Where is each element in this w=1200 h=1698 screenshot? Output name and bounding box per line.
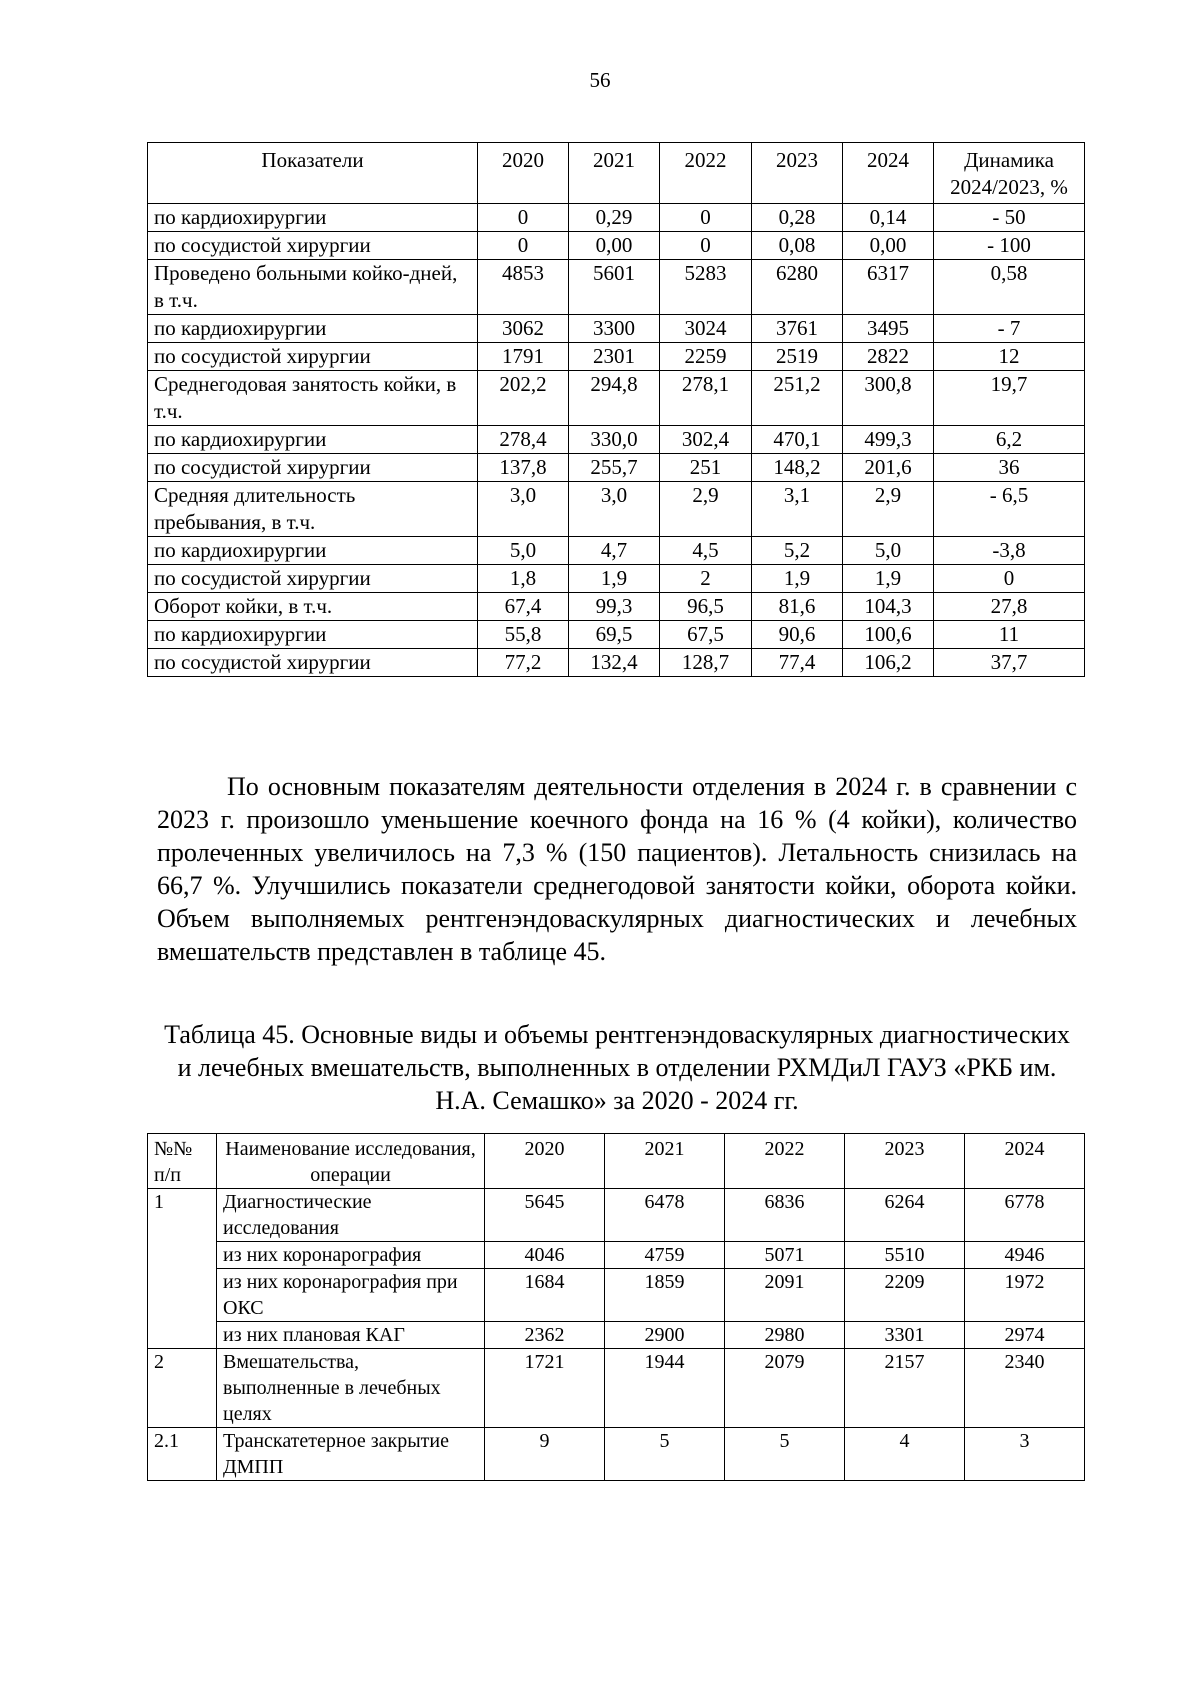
table-row	[148, 482, 1085, 537]
table-cell: 294,8	[569, 371, 660, 426]
row-label: по кардиохирургии	[148, 537, 478, 565]
table-cell: 6317	[843, 260, 934, 315]
row-label: по сосудистой хирургии	[148, 454, 478, 482]
table-cell: - 6,5	[934, 482, 1085, 537]
row-label: Вмешательства, выполненные в лечебных целях	[217, 1349, 485, 1428]
table-cell: 1,9	[569, 565, 660, 593]
table-cell: 148,2	[752, 454, 843, 482]
column-header-dynamics: Динамика 2024/2023, %	[934, 143, 1085, 204]
table-cell: 0,08	[752, 232, 843, 260]
table-cell: 104,3	[843, 593, 934, 621]
row-label: из них коронарография при ОКС	[217, 1269, 485, 1322]
table-cell: 99,3	[569, 593, 660, 621]
table-cell: 11	[934, 621, 1085, 649]
table-row	[148, 204, 1085, 232]
table-cell: 0	[478, 232, 569, 260]
column-header: 2023	[845, 1134, 965, 1189]
table-cell: 4	[845, 1428, 965, 1481]
table-cell: 302,4	[660, 426, 752, 454]
table-cell: 77,2	[478, 649, 569, 677]
table-cell: 2980	[725, 1322, 845, 1349]
table-cell: 2091	[725, 1269, 845, 1322]
table-cell: 5510	[845, 1242, 965, 1269]
table-cell: 5071	[725, 1242, 845, 1269]
table-cell: 3,0	[478, 482, 569, 537]
table-cell: 1944	[605, 1349, 725, 1428]
table-cell: 0,28	[752, 204, 843, 232]
table-row	[148, 426, 1085, 454]
table-row	[148, 537, 1085, 565]
table-cell: 3	[965, 1428, 1085, 1481]
table-row	[148, 1428, 1085, 1481]
table-cell: 251,2	[752, 371, 843, 426]
indicators-table	[147, 142, 1085, 677]
table-cell: 2974	[965, 1322, 1085, 1349]
table-cell: 278,4	[478, 426, 569, 454]
table-cell: 6836	[725, 1189, 845, 1242]
table-cell: 0,00	[843, 232, 934, 260]
table-cell: 3062	[478, 315, 569, 343]
table-cell: 55,8	[478, 621, 569, 649]
table-cell: 2900	[605, 1322, 725, 1349]
table-cell: 3761	[752, 315, 843, 343]
table-cell: 90,6	[752, 621, 843, 649]
table-cell: - 50	[934, 204, 1085, 232]
table-cell: 81,6	[752, 593, 843, 621]
row-label: по кардиохирургии	[148, 426, 478, 454]
row-label: по кардиохирургии	[148, 621, 478, 649]
column-header: 2022	[660, 143, 752, 204]
table-cell: 3495	[843, 315, 934, 343]
column-header: 2024	[965, 1134, 1085, 1189]
table-row	[148, 621, 1085, 649]
table-cell: 201,6	[843, 454, 934, 482]
table-cell: 6778	[965, 1189, 1085, 1242]
row-label: по кардиохирургии	[148, 204, 478, 232]
table-cell: 1,9	[752, 565, 843, 593]
table-cell: 6264	[845, 1189, 965, 1242]
table-cell: 27,8	[934, 593, 1085, 621]
table-cell: 1,8	[478, 565, 569, 593]
table-cell: 2,9	[660, 482, 752, 537]
table-cell: 6478	[605, 1189, 725, 1242]
row-number: 1	[148, 1189, 217, 1349]
row-label: Транскатетерное закрытие ДМПП	[217, 1428, 485, 1481]
table-cell: 4946	[965, 1242, 1085, 1269]
row-label: Средняя длительность пребывания, в т.ч.	[148, 482, 478, 537]
table-cell: 5283	[660, 260, 752, 315]
table-cell: - 100	[934, 232, 1085, 260]
table-row	[148, 565, 1085, 593]
interventions-table	[147, 1133, 1085, 1481]
table-cell: 2340	[965, 1349, 1085, 1428]
table-row	[148, 1189, 1085, 1242]
table-row	[148, 371, 1085, 426]
table-header-row	[148, 1134, 1085, 1189]
table-cell: 12	[934, 343, 1085, 371]
table-cell: 2822	[843, 343, 934, 371]
table-cell: 202,2	[478, 371, 569, 426]
table-cell: 1859	[605, 1269, 725, 1322]
table-cell: 0,14	[843, 204, 934, 232]
table-cell: 251	[660, 454, 752, 482]
table-cell: 106,2	[843, 649, 934, 677]
table-cell: 1,9	[843, 565, 934, 593]
table-row	[148, 1269, 1085, 1322]
table-caption: Таблица 45. Основные виды и объемы рентгенэндоваскулярных диагностических и лечебных вмешательств, выполненных в отделении РХМДиЛ ГАУЗ «РКБ им. Н.А. Семашко» за 2020 - 2024 гг.	[164, 1020, 1070, 1115]
row-label: по кардиохирургии	[148, 315, 478, 343]
row-label: Проведено больными койко-дней, в т.ч.	[148, 260, 478, 315]
table-cell: 0	[934, 565, 1085, 593]
table-cell: 4,7	[569, 537, 660, 565]
row-label: по сосудистой хирургии	[148, 232, 478, 260]
table-cell: 2362	[485, 1322, 605, 1349]
table-cell: 330,0	[569, 426, 660, 454]
table-cell: 3,0	[569, 482, 660, 537]
table-cell: 2157	[845, 1349, 965, 1428]
table-cell: 499,3	[843, 426, 934, 454]
row-label: по сосудистой хирургии	[148, 649, 478, 677]
summary-paragraph: По основным показателям деятельности отделения в 2024 г. в сравнении с 2023 г. произошло уменьшение коечного фонда на 16 % (4 койки), количество пролеченных увеличилось на 7,3 % (150 пациентов). Летальность снизилась на 66,7 %. Улучшились показатели среднегодовой занятости койки, оборота койки. Объем выполняемых рентгенэндоваскулярных диагностических и лечебных вмешательств представлен в таблице 45.	[157, 772, 1077, 966]
table-cell: 3301	[845, 1322, 965, 1349]
table-cell: 5,0	[843, 537, 934, 565]
row-number: 2.1	[148, 1428, 217, 1481]
table-row	[148, 1322, 1085, 1349]
row-label: из них плановая КАГ	[217, 1322, 485, 1349]
table-cell: 9	[485, 1428, 605, 1481]
table-cell: 19,7	[934, 371, 1085, 426]
row-label: по сосудистой хирургии	[148, 343, 478, 371]
table-cell: 1684	[485, 1269, 605, 1322]
table-cell: - 7	[934, 315, 1085, 343]
table-cell: 77,4	[752, 649, 843, 677]
column-header: 2022	[725, 1134, 845, 1189]
table-cell: 278,1	[660, 371, 752, 426]
column-header: 2021	[569, 143, 660, 204]
table-cell: 69,5	[569, 621, 660, 649]
table-cell: 0,00	[569, 232, 660, 260]
column-header: Наименование исследования, операции	[217, 1134, 485, 1189]
table-cell: 1791	[478, 343, 569, 371]
table-cell: 470,1	[752, 426, 843, 454]
table-cell: 0,29	[569, 204, 660, 232]
table-cell: 2,9	[843, 482, 934, 537]
table-cell: 67,5	[660, 621, 752, 649]
table-cell: 5645	[485, 1189, 605, 1242]
table-cell: 4759	[605, 1242, 725, 1269]
table-cell: 3024	[660, 315, 752, 343]
row-label: из них коронарография	[217, 1242, 485, 1269]
column-header: 2020	[478, 143, 569, 204]
column-header: 2020	[485, 1134, 605, 1189]
table-row	[148, 1242, 1085, 1269]
table-row	[148, 649, 1085, 677]
table-cell: 4,5	[660, 537, 752, 565]
row-label: Оборот койки, в т.ч.	[148, 593, 478, 621]
table-cell: 37,7	[934, 649, 1085, 677]
table-row	[148, 1349, 1085, 1428]
table-cell: 137,8	[478, 454, 569, 482]
column-header: 2023	[752, 143, 843, 204]
table-cell: 4853	[478, 260, 569, 315]
table-cell: 0	[478, 204, 569, 232]
column-header: 2024	[843, 143, 934, 204]
table-cell: 2519	[752, 343, 843, 371]
table-header-row	[148, 143, 1085, 204]
table-cell: 132,4	[569, 649, 660, 677]
row-number: 2	[148, 1349, 217, 1428]
table-cell: 2079	[725, 1349, 845, 1428]
table-cell: 0,58	[934, 260, 1085, 315]
table-cell: 300,8	[843, 371, 934, 426]
table-cell: 6280	[752, 260, 843, 315]
table-row	[148, 454, 1085, 482]
table-cell: 1721	[485, 1349, 605, 1428]
table-cell: 2259	[660, 343, 752, 371]
row-label: Диагностические исследования	[217, 1189, 485, 1242]
table-cell: 6,2	[934, 426, 1085, 454]
table-cell: -3,8	[934, 537, 1085, 565]
table-cell: 3,1	[752, 482, 843, 537]
table-cell: 0	[660, 232, 752, 260]
table-cell: 5,0	[478, 537, 569, 565]
table-cell: 5,2	[752, 537, 843, 565]
row-label: по сосудистой хирургии	[148, 565, 478, 593]
table-cell: 100,6	[843, 621, 934, 649]
table-cell: 67,4	[478, 593, 569, 621]
table-cell: 255,7	[569, 454, 660, 482]
table-cell: 2	[660, 565, 752, 593]
table-row	[148, 593, 1085, 621]
table-cell: 5601	[569, 260, 660, 315]
table-cell: 1972	[965, 1269, 1085, 1322]
table-row	[148, 260, 1085, 315]
table-cell: 3300	[569, 315, 660, 343]
table-row	[148, 343, 1085, 371]
column-header: 2021	[605, 1134, 725, 1189]
table-cell: 2301	[569, 343, 660, 371]
table-cell: 4046	[485, 1242, 605, 1269]
column-header: Показатели	[148, 143, 478, 204]
table-cell: 96,5	[660, 593, 752, 621]
table-cell: 0	[660, 204, 752, 232]
row-label: Среднегодовая занятость койки, в т.ч.	[148, 371, 478, 426]
table-cell: 5	[605, 1428, 725, 1481]
page-number: 56	[589, 68, 611, 92]
table-cell: 128,7	[660, 649, 752, 677]
table-cell: 5	[725, 1428, 845, 1481]
table-cell: 36	[934, 454, 1085, 482]
table-row	[148, 232, 1085, 260]
table-row	[148, 315, 1085, 343]
column-header: №№ п/п	[148, 1134, 217, 1189]
table-cell: 2209	[845, 1269, 965, 1322]
